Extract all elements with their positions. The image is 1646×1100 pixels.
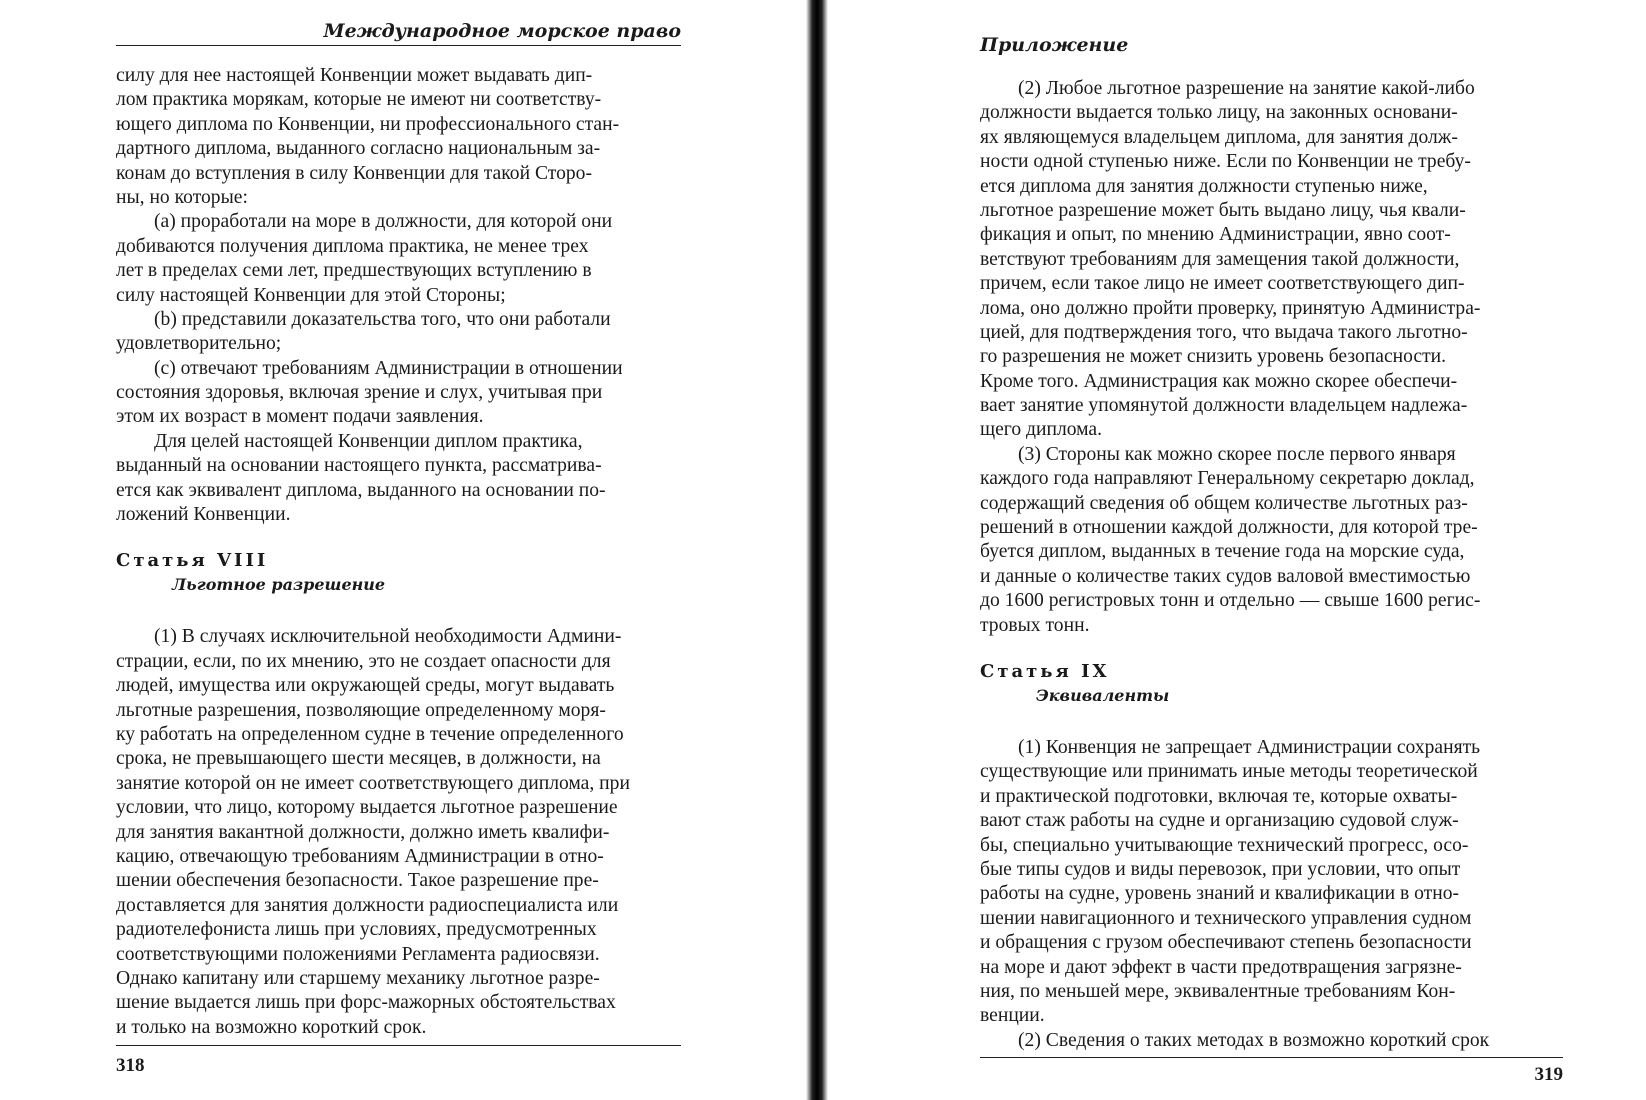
- page-number: 319: [1534, 1064, 1563, 1085]
- page-number: 318: [116, 1055, 145, 1076]
- text-line: тровых тонн.: [980, 614, 1090, 636]
- text-line: шении обеспечения безопасности. Такое разрешение пре-: [116, 870, 599, 892]
- text-line: фикация и опыт, по мнению Администрации, явно соот-: [980, 224, 1451, 246]
- text-line: (с) отвечают требованиям Администрации в отношении: [154, 357, 623, 379]
- text-line: Однако капитану или старшему механику льготное разре-: [116, 967, 600, 989]
- text-line: радиотелефониста лишь при условиях, предусмотренных: [116, 919, 597, 941]
- text-line: силу для нее настоящей Конвенции может выдавать дип-: [116, 65, 593, 86]
- text-line: шении навигационного и технического управления судном: [980, 907, 1472, 929]
- article-title: Статья VIII: [116, 550, 269, 572]
- text-line: содержащий сведения об общем количестве льготных раз-: [980, 492, 1468, 514]
- text-line: Для целей настоящей Конвенции диплом практика,: [154, 430, 583, 452]
- left-page: [116, 0, 681, 1100]
- text-line: конам до вступления в силу Конвенции для такой Сторо-: [116, 162, 592, 184]
- running-head: Международное морское право: [116, 20, 681, 46]
- text-line: удовлетворительно;: [116, 333, 282, 355]
- right-page: [980, 0, 1563, 1100]
- text-line: и обращения с грузом обеспечивают степень безопасности: [980, 932, 1472, 954]
- text-line: до 1600 регистровых тонн и отдельно — свыше 1600 регис-: [980, 590, 1481, 612]
- text-line: на море и дают эффект в части предотвращения загрязне-: [980, 956, 1462, 978]
- text-line: ности одной ступенью ниже. Если по Конвенции не требу-: [980, 151, 1471, 173]
- text-line: ях являющемуся владельцем диплома, для занятия долж-: [980, 126, 1458, 148]
- text-line: ку работать на определенном судне в течение определенного: [116, 723, 624, 745]
- text-line: лом практика морякам, которые не имеют ни соответству-: [116, 89, 602, 111]
- text-line: состояния здоровья, включая зрение и слух, учитывая при: [116, 382, 603, 404]
- article-subtitle: Льготное разрешение: [172, 575, 386, 595]
- text-line: лет в пределах семи лет, предшествующих вступлению в: [116, 260, 592, 282]
- text-line: причем, если такое лицо не имеет соответствующего дип-: [980, 273, 1465, 295]
- text-line: каждого года направляют Генеральному секретарю доклад,: [980, 468, 1475, 490]
- page-body: [116, 64, 681, 1040]
- text-line: (1) Конвенция не запрещает Администрации сохранять: [1018, 736, 1481, 758]
- text-line: венции.: [980, 1005, 1045, 1027]
- text-line: буется диплом, выданных в течение года на морские суда,: [980, 541, 1465, 563]
- text-line: ния, по меньшей мере, эквивалентные требованиям Кон-: [980, 980, 1456, 1002]
- text-line: соответствующими положениями Регламента радиосвязи.: [116, 943, 600, 965]
- footer-rule: [116, 1045, 681, 1046]
- text-line: кацию, отвечающую требованиям Администрации в отно-: [116, 845, 604, 867]
- text-line: работы на судне, уровень знаний и квалификации в отно-: [980, 883, 1460, 905]
- article-heading: [116, 549, 681, 599]
- text-line: дартного диплома, выданного согласно национальным за-: [116, 138, 601, 160]
- text-line: существующие или принимать иные методы теоретической: [980, 761, 1478, 783]
- text-line: доставляется для занятия должности радиоспециалиста или: [116, 894, 619, 916]
- page-body: [980, 77, 1563, 1053]
- text-line: страции, если, по их мнению, это не создает опасности для: [116, 650, 611, 672]
- text-line: и практической подготовки, включая те, которые охваты-: [980, 785, 1458, 807]
- text-line: льготные разрешения, позволяющие определенному моря-: [116, 699, 606, 721]
- text-line: выданный на основании настоящего пункта, рассматрива-: [116, 455, 602, 477]
- text-line: срока, не превышающего шести месяцев, в должности, на: [116, 748, 601, 770]
- text-line: шение выдается лишь при форс-мажорных обстоятельствах: [116, 992, 616, 1014]
- text-line: ветствуют требованиям для замещения такой должности,: [980, 248, 1460, 270]
- paragraph-block: [116, 625, 681, 1040]
- paragraph-block: [980, 77, 1563, 638]
- text-line: лома, оно должно пройти проверку, принятую Администра-: [980, 297, 1481, 319]
- text-line: (1) В случаях исключительной необходимости Админи-: [154, 626, 622, 648]
- text-line: Кроме того. Администрация как можно скорее обеспечи-: [980, 370, 1458, 392]
- text-line: этом их возраст в момент подачи заявления.: [116, 406, 484, 428]
- text-line: ны, но которые:: [116, 186, 248, 208]
- text-line: должности выдается только лицу, на законных основани-: [980, 102, 1458, 124]
- text-line: (2) Любое льготное разрешение на занятие какой-либо: [1018, 78, 1475, 99]
- text-line: щего диплома.: [980, 419, 1103, 441]
- text-line: (2) Сведения о таких методах в возможно короткий срок: [1018, 1029, 1490, 1051]
- article-heading: [980, 660, 1563, 710]
- text-line: бы, специально учитывающие технический прогресс, осо-: [980, 834, 1469, 856]
- text-line: вают стаж работы на судне и организацию судовой служ-: [980, 810, 1459, 832]
- text-line: и только на возможно короткий срок.: [116, 1016, 427, 1038]
- text-line: ющего диплома по Конвенции, ни профессионального стан-: [116, 113, 620, 135]
- text-line: и данные о количестве таких судов валовой вместимостью: [980, 565, 1471, 587]
- text-line: бые типы судов и виды перевозок, при условии, что опыт: [980, 858, 1461, 880]
- text-line: ется диплома для занятия должности ступенью ниже,: [980, 175, 1428, 197]
- text-line: (3) Стороны как можно скорее после первого января: [1018, 443, 1456, 465]
- text-line: занятие которой он не имеет соответствующего диплома, при: [116, 772, 630, 794]
- text-line: людей, имущества или окружающей среды, могут выдавать: [116, 675, 615, 697]
- text-line: ется как эквивалент диплома, выданного на основании по-: [116, 479, 606, 501]
- running-head: Приложение: [980, 34, 1129, 56]
- text-line: силу настоящей Конвенции для этой Стороны;: [116, 284, 506, 306]
- paragraph-block: [980, 736, 1563, 1053]
- text-line: цией, для подтверждения того, что выдача такого льготно-: [980, 321, 1468, 343]
- article-subtitle: Эквиваленты: [1036, 685, 1170, 705]
- text-line: условии, что лицо, которому выдается льготное разрешение: [116, 797, 618, 819]
- text-line: вает занятие упомянутой должности владельцем надлежа-: [980, 395, 1468, 417]
- text-line: для занятия вакантной должности, должно иметь квалифи-: [116, 821, 610, 843]
- text-line: льготное разрешение может быть выдано лицу, чья квали-: [980, 199, 1466, 221]
- paragraph-block: [116, 64, 681, 527]
- footer-rule: [980, 1057, 1563, 1058]
- article-title: Статья IX: [980, 660, 1110, 682]
- text-line: добиваются получения диплома практика, не менее трех: [116, 235, 589, 257]
- book-gutter: [806, 0, 828, 1100]
- text-line: го разрешения не может снизить уровень безопасности.: [980, 346, 1447, 368]
- text-line: ложений Конвенции.: [116, 504, 291, 526]
- text-line: (а) проработали на море в должности, для которой они: [154, 211, 613, 233]
- text-line: решений в отношении каждой должности, для которой тре-: [980, 517, 1478, 539]
- text-line: (b) представили доказательства того, что они работали: [154, 308, 611, 330]
